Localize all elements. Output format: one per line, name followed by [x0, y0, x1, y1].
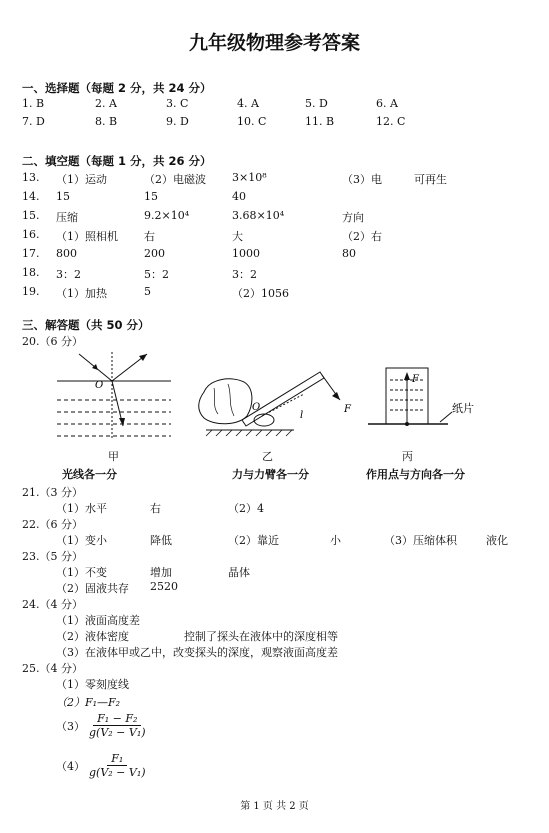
mc-answer-6: 12. C [376, 115, 406, 128]
q23-ans-1: （1）不变 [56, 566, 107, 579]
fill-answer: 200 [144, 247, 165, 260]
q22-ans-6: 液化 [486, 534, 508, 547]
q24-ans-4: （3）在液体甲或乙中，改变探头的深度，观察液面高度差 [56, 646, 338, 659]
fill-answer: 800 [56, 247, 77, 260]
fig-yi-label: 乙 [262, 450, 273, 463]
fill-answer: （2）右 [342, 230, 382, 243]
svg-text:纸片: 纸片 [452, 402, 474, 415]
q23-ans-2: 增加 [150, 566, 172, 579]
q24-label: 24.（4 分） [22, 598, 83, 611]
q23-ans-5: 2520 [150, 580, 178, 593]
fraction-4: $\frac{\text{F₁}}{\text{g(V₂ − V₁)}}$ [89, 752, 146, 779]
q25-ans-3: （3） $\frac{\text{F₁ − F₂}}{\text{g(V₂ − V₁)}}$ [56, 712, 150, 739]
svg-text:F: F [412, 374, 419, 385]
q22-ans-4: 小 [330, 534, 341, 547]
fill-answer: 方向 [342, 211, 364, 224]
fill-answer: 80 [342, 247, 356, 260]
mc-answer-2: 8. B [95, 115, 118, 128]
fill-question-number: 18. [22, 266, 40, 279]
svg-text:O: O [252, 402, 261, 413]
section-2-heading: 二、填空题（每题 1 分，共 26 分） [22, 154, 212, 168]
mc-answer-5: 11. B [305, 115, 335, 128]
q25-ans-2: （2）F₁—F₂ [56, 696, 121, 709]
fill-question-number: 14. [22, 190, 40, 203]
fig-bing-label: 丙 [402, 450, 413, 463]
fill-answer: 5 [144, 285, 151, 298]
caption-2: 力与力臂各一分 [232, 468, 309, 481]
q24-ans-3: 控制了探头在液体中的深度相等 [184, 630, 338, 643]
q21-ans-1: （1）水平 [56, 502, 107, 515]
fill-question-number: 15. [22, 209, 40, 222]
q25-label: 25.（4 分） [22, 662, 83, 675]
fill-answer: 1000 [232, 247, 260, 260]
q21-label: 21.（3 分） [22, 486, 83, 499]
caption-3: 作用点与方向各一分 [366, 468, 465, 481]
label-O: O [95, 380, 104, 391]
q23-label: 23.（5 分） [22, 550, 83, 563]
q22-ans-2: 降低 [150, 534, 172, 547]
fill-answer: （1）照相机 [56, 230, 118, 243]
mc-answer-3: 9. D [166, 115, 189, 128]
fill-question-number: 19. [22, 285, 40, 298]
q22-ans-3: （2）靠近 [228, 534, 279, 547]
q22-ans-5: （3）压缩体积 [384, 534, 457, 547]
q21-ans-2: 右 [150, 502, 161, 515]
fill-answer: 3：2 [232, 268, 257, 281]
mc-answer-5: 5. D [305, 97, 328, 110]
fig-jia-label: 甲 [108, 450, 119, 463]
mc-answer-1: 7. D [22, 115, 45, 128]
page-title: 九年级物理参考答案 [188, 32, 360, 54]
q21-ans-3: （2）4 [228, 502, 264, 515]
mc-answer-3: 3. C [166, 97, 189, 110]
svg-text:l: l [300, 410, 304, 421]
mc-answer-4: 10. C [237, 115, 267, 128]
section-3-heading: 三、解答题（共 50 分） [22, 318, 150, 332]
mc-answer-2: 2. A [95, 97, 117, 110]
fill-question-number: 16. [22, 228, 40, 241]
section-1-heading: 一、选择题（每题 2 分，共 24 分） [22, 81, 212, 95]
fill-answer: 大 [232, 230, 243, 243]
fill-answer: （2）电磁波 [144, 173, 206, 186]
mc-answer-6: 6. A [376, 97, 398, 110]
fill-answer: 压缩 [56, 211, 78, 224]
fill-question-number: 17. [22, 247, 40, 260]
q24-ans-1: （1）液面高度差 [56, 614, 140, 627]
mc-answer-1: 1. B [22, 97, 45, 110]
q25-ans-4: （4） $\frac{\text{F₁}}{\text{g(V₂ − V₁)}}$ [56, 752, 150, 779]
fill-answer: 3.68×10⁴ [232, 209, 285, 222]
fill-answer: （3）电 [342, 173, 382, 186]
q23-ans-4: （2）固液共存 [56, 582, 129, 595]
q22-ans-1: （1）变小 [56, 534, 107, 547]
fill-answer: 5：2 [144, 268, 169, 281]
q20-label: 20.（6 分） [22, 335, 83, 348]
fill-question-number: 13. [22, 171, 40, 184]
svg-text:F: F [344, 404, 351, 415]
mc-answer-4: 4. A [237, 97, 259, 110]
fill-answer: （1）运动 [56, 173, 107, 186]
q24-ans-2: （2）液体密度 [56, 630, 129, 643]
fill-answer: （2）1056 [232, 287, 289, 300]
fulcrum-stone [254, 414, 274, 426]
fill-answer: （1）加热 [56, 287, 107, 300]
fill-answer: 15 [144, 190, 158, 203]
caption-1: 光线各一分 [62, 468, 117, 481]
fill-answer: 40 [232, 190, 246, 203]
figure-jia-refraction [55, 350, 175, 442]
figure-yi-lever [192, 368, 357, 438]
fill-answer: 9.2×10⁴ [144, 209, 190, 222]
q25-ans-1: （1）零刻度线 [56, 678, 129, 691]
fill-answer: 右 [144, 230, 155, 243]
fill-answer: 15 [56, 190, 70, 203]
fraction-3: $\frac{\text{F₁ − F₂}}{\text{g(V₂ − V₁)}}$ [89, 712, 146, 739]
fill-answer: 可再生 [414, 173, 447, 186]
page-footer: 第 1 页 共 2 页 [240, 801, 309, 812]
q22-label: 22.（6 分） [22, 518, 83, 531]
fill-answer: 3×10⁸ [232, 171, 267, 184]
figure-bing-cup [360, 360, 490, 440]
q23-ans-3: 晶体 [228, 566, 250, 579]
fill-answer: 3：2 [56, 268, 81, 281]
